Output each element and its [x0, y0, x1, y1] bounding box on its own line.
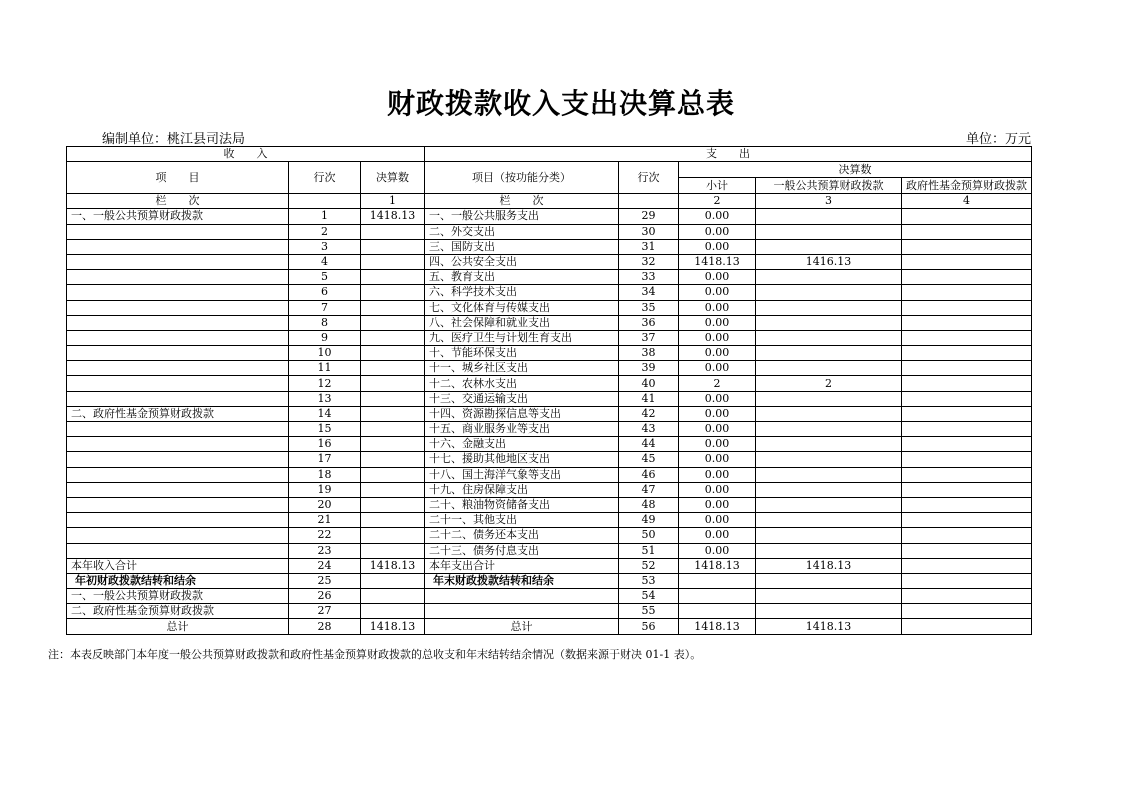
fund: [902, 604, 1032, 619]
table-row: [67, 224, 1032, 239]
page-title: 财政拨款收入支出决算总表: [386, 87, 735, 120]
income-item: 一、一般公共预算财政拨款: [67, 209, 289, 224]
expense-item: [425, 589, 619, 604]
expense-item: 十一、城乡社区支出: [425, 361, 619, 376]
fund: [902, 361, 1032, 376]
income-item: 二、政府性基金预算财政拨款: [67, 406, 289, 421]
income-amount: [361, 513, 425, 528]
general: [756, 346, 902, 361]
fund: [902, 224, 1032, 239]
income-item: [67, 422, 289, 437]
expense-item: 二十一、其他支出: [425, 513, 619, 528]
general: [756, 330, 902, 345]
footnote: 注：本表反映部门本年度一般公共预算财政拨款和政府性基金预算财政拨款的总收支和年末结转结余情况（数据来源于财决 01-1 表）。: [48, 648, 702, 661]
expense-item: 二、外交支出: [425, 224, 619, 239]
general: 2: [756, 376, 902, 391]
general: [756, 239, 902, 254]
general: [756, 315, 902, 330]
fund: [902, 589, 1032, 604]
table-row: [67, 467, 1032, 482]
table-row: [67, 376, 1032, 391]
general: [756, 391, 902, 406]
expense-header: 支 出: [425, 147, 1032, 162]
subtotal: 0.00: [679, 239, 756, 254]
unit-label: 单位：万元: [966, 132, 1032, 147]
income-amount: 1418.13: [361, 209, 425, 224]
subtotal: 0.00: [679, 315, 756, 330]
expense-no: 50: [619, 528, 679, 543]
final-amount2-header: 决算数: [679, 162, 1032, 178]
fund: [902, 300, 1032, 315]
income-item: [67, 330, 289, 345]
final-amount-header: 决算数: [361, 162, 425, 194]
expense-no: 32: [619, 254, 679, 269]
income-no: 11: [289, 361, 361, 376]
expense-item: 十九、住房保障支出: [425, 482, 619, 497]
income-amount: [361, 528, 425, 543]
expense-no: 44: [619, 437, 679, 452]
income-item: 二、政府性基金预算财政拨款: [67, 604, 289, 619]
fund: [902, 513, 1032, 528]
subtotal: 2: [679, 376, 756, 391]
expense-no: 30: [619, 224, 679, 239]
subtotal: 1418.13: [679, 619, 756, 634]
fund: [902, 558, 1032, 573]
income-no: 4: [289, 254, 361, 269]
column-4: 4: [902, 194, 1032, 209]
expense-no: 43: [619, 422, 679, 437]
general: [756, 482, 902, 497]
income-no: 27: [289, 604, 361, 619]
expense-no: 54: [619, 589, 679, 604]
subtotal: 0.00: [679, 209, 756, 224]
table-row: [67, 513, 1032, 528]
table-row: [67, 285, 1032, 300]
fund: [902, 619, 1032, 634]
income-amount: [361, 361, 425, 376]
expense-no: 48: [619, 497, 679, 512]
table-row: [67, 361, 1032, 376]
fund: [902, 346, 1032, 361]
expense-item: 十六、金融支出: [425, 437, 619, 452]
subtotal: [679, 589, 756, 604]
general: [756, 422, 902, 437]
row-no-header: 行次: [289, 162, 361, 194]
table-row: [67, 391, 1032, 406]
income-amount: [361, 437, 425, 452]
income-item: [67, 467, 289, 482]
expense-no: 37: [619, 330, 679, 345]
column-empty: [289, 194, 361, 209]
general: 1416.13: [756, 254, 902, 269]
income-item: [67, 300, 289, 315]
subtotal: 0.00: [679, 513, 756, 528]
column-empty-2: [619, 194, 679, 209]
subtotal: 0.00: [679, 406, 756, 421]
income-no: 10: [289, 346, 361, 361]
column-3: 3: [756, 194, 902, 209]
income-no: 6: [289, 285, 361, 300]
income-item: 总计: [67, 619, 289, 634]
fund: [902, 315, 1032, 330]
general: [756, 209, 902, 224]
general: [756, 528, 902, 543]
expense-item: 总计: [425, 619, 619, 634]
income-item: [67, 391, 289, 406]
fund: [902, 270, 1032, 285]
fund: [902, 467, 1032, 482]
expense-item: 年末财政拨款结转和结余: [425, 573, 619, 588]
income-no: 26: [289, 589, 361, 604]
gov-fund-header: 政府性基金预算财政拨款: [902, 178, 1032, 194]
income-no: 16: [289, 437, 361, 452]
income-no: 23: [289, 543, 361, 558]
income-header: 收 入: [67, 147, 425, 162]
income-amount: [361, 239, 425, 254]
subtotal: 0.00: [679, 437, 756, 452]
income-amount: [361, 224, 425, 239]
subtotal: 0.00: [679, 285, 756, 300]
fund: [902, 452, 1032, 467]
income-item: [67, 513, 289, 528]
table-row: [67, 422, 1032, 437]
fund: [902, 573, 1032, 588]
income-item: [67, 528, 289, 543]
table-row: [67, 300, 1032, 315]
general: [756, 361, 902, 376]
income-no: 20: [289, 497, 361, 512]
expense-item: 十二、农林水支出: [425, 376, 619, 391]
income-item: [67, 254, 289, 269]
expense-item: 九、医疗卫生与计划生育支出: [425, 330, 619, 345]
general: [756, 573, 902, 588]
income-amount: [361, 604, 425, 619]
income-no: 12: [289, 376, 361, 391]
expense-no: 42: [619, 406, 679, 421]
fund: [902, 422, 1032, 437]
income-amount: [361, 422, 425, 437]
income-no: 19: [289, 482, 361, 497]
expense-item: 七、文化体育与传媒支出: [425, 300, 619, 315]
table-row: [67, 209, 1032, 224]
fund: [902, 285, 1032, 300]
subtotal: [679, 604, 756, 619]
income-no: 21: [289, 513, 361, 528]
income-item: [67, 239, 289, 254]
table-row: [67, 452, 1032, 467]
general: [756, 452, 902, 467]
begin-fund-row: [67, 604, 1032, 619]
general: [756, 285, 902, 300]
expense-no: 55: [619, 604, 679, 619]
expense-no: 49: [619, 513, 679, 528]
fund: [902, 376, 1032, 391]
income-no: 1: [289, 209, 361, 224]
org-label: 编制单位：桃江县司法局: [102, 132, 246, 147]
row-no2-header: 行次: [619, 162, 679, 194]
income-item: [67, 346, 289, 361]
column-label-2: 栏 次: [425, 194, 619, 209]
general: [756, 300, 902, 315]
income-item: [67, 270, 289, 285]
table-row: [67, 239, 1032, 254]
income-amount: [361, 452, 425, 467]
column-2: 2: [679, 194, 756, 209]
expense-item: 本年支出合计: [425, 558, 619, 573]
expense-item: 十三、交通运输支出: [425, 391, 619, 406]
income-no: 28: [289, 619, 361, 634]
fund: [902, 391, 1032, 406]
subtotal: 0.00: [679, 482, 756, 497]
fund: [902, 209, 1032, 224]
income-item: [67, 361, 289, 376]
income-amount: [361, 285, 425, 300]
expense-item: 一、一般公共服务支出: [425, 209, 619, 224]
final-accounts-table: [66, 146, 1032, 635]
item-header: 项 目: [67, 162, 289, 194]
expense-item: 十五、商业服务业等支出: [425, 422, 619, 437]
income-amount: [361, 315, 425, 330]
expense-no: 31: [619, 239, 679, 254]
income-amount: [361, 391, 425, 406]
income-no: 14: [289, 406, 361, 421]
fund: [902, 330, 1032, 345]
expense-item: 八、社会保障和就业支出: [425, 315, 619, 330]
subtotal: 0.00: [679, 270, 756, 285]
expense-no: 33: [619, 270, 679, 285]
income-amount: 1418.13: [361, 558, 425, 573]
general: [756, 543, 902, 558]
expense-item: 三、国防支出: [425, 239, 619, 254]
subtotal: 0.00: [679, 467, 756, 482]
subtotal: 0.00: [679, 300, 756, 315]
expense-no: 41: [619, 391, 679, 406]
table-row: [67, 543, 1032, 558]
subtotal: [679, 573, 756, 588]
expense-no: 47: [619, 482, 679, 497]
income-amount: [361, 330, 425, 345]
income-item: [67, 224, 289, 239]
fund: [902, 482, 1032, 497]
expense-no: 34: [619, 285, 679, 300]
table-row: [67, 346, 1032, 361]
general: 1418.13: [756, 619, 902, 634]
column-1: 1: [361, 194, 425, 209]
expense-no: 40: [619, 376, 679, 391]
expense-no: 46: [619, 467, 679, 482]
income-item: [67, 376, 289, 391]
expense-item: [425, 604, 619, 619]
fund: [902, 543, 1032, 558]
fund: [902, 437, 1032, 452]
expense-item: 十四、资源勘探信息等支出: [425, 406, 619, 421]
expense-item: 四、公共安全支出: [425, 254, 619, 269]
income-amount: [361, 406, 425, 421]
general: [756, 406, 902, 421]
expense-item: 六、科学技术支出: [425, 285, 619, 300]
subtotal: 0.00: [679, 346, 756, 361]
income-amount: [361, 573, 425, 588]
expense-no: 45: [619, 452, 679, 467]
fund: [902, 497, 1032, 512]
subtotal: 0.00: [679, 391, 756, 406]
expense-item: 二十二、债务还本支出: [425, 528, 619, 543]
general: [756, 224, 902, 239]
income-no: 5: [289, 270, 361, 285]
expense-no: 52: [619, 558, 679, 573]
income-item: [67, 452, 289, 467]
subtotal: 1418.13: [679, 254, 756, 269]
subtotal: 0.00: [679, 543, 756, 558]
income-no: 13: [289, 391, 361, 406]
income-item: [67, 437, 289, 452]
income-item: 一、一般公共预算财政拨款: [67, 589, 289, 604]
subtotal-header: 小计: [679, 178, 756, 194]
table-row: [67, 406, 1032, 421]
subtotal: 0.00: [679, 224, 756, 239]
general: 1418.13: [756, 558, 902, 573]
item-by-function-header: 项目（按功能分类）: [425, 162, 619, 194]
table-row: [67, 528, 1032, 543]
subtotal: 0.00: [679, 361, 756, 376]
expense-no: 38: [619, 346, 679, 361]
income-item: [67, 482, 289, 497]
expense-no: 29: [619, 209, 679, 224]
income-item: [67, 543, 289, 558]
begin-balance-row: [67, 573, 1032, 588]
expense-item: 五、教育支出: [425, 270, 619, 285]
expense-item: 十八、国土海洋气象等支出: [425, 467, 619, 482]
fund: [902, 406, 1032, 421]
general: [756, 497, 902, 512]
income-no: 7: [289, 300, 361, 315]
general: [756, 589, 902, 604]
income-amount: [361, 300, 425, 315]
table-row: [67, 315, 1032, 330]
general: [756, 513, 902, 528]
income-no: 22: [289, 528, 361, 543]
income-amount: [361, 482, 425, 497]
income-item: 本年收入合计: [67, 558, 289, 573]
subtotal: 0.00: [679, 422, 756, 437]
begin-general-row: [67, 589, 1032, 604]
general: [756, 270, 902, 285]
expense-no: 53: [619, 573, 679, 588]
income-no: 15: [289, 422, 361, 437]
income-amount: [361, 254, 425, 269]
income-amount: [361, 467, 425, 482]
expense-item: 十七、援助其他地区支出: [425, 452, 619, 467]
fund: [902, 528, 1032, 543]
expense-item: 二十、粮油物资储备支出: [425, 497, 619, 512]
income-no: 17: [289, 452, 361, 467]
table-row: [67, 270, 1032, 285]
subtotal: 0.00: [679, 330, 756, 345]
income-no: 24: [289, 558, 361, 573]
subtotal: 0.00: [679, 528, 756, 543]
income-amount: [361, 270, 425, 285]
expense-item: 十、节能环保支出: [425, 346, 619, 361]
income-item: [67, 285, 289, 300]
income-no: 25: [289, 573, 361, 588]
subtotal: 0.00: [679, 497, 756, 512]
general: [756, 437, 902, 452]
grand-total-row: [67, 619, 1032, 634]
income-no: 3: [289, 239, 361, 254]
general: [756, 467, 902, 482]
expense-no: 35: [619, 300, 679, 315]
income-amount: [361, 589, 425, 604]
table-row: [67, 254, 1032, 269]
fund: [902, 254, 1032, 269]
income-item: [67, 315, 289, 330]
expense-no: 51: [619, 543, 679, 558]
fund: [902, 239, 1032, 254]
general-budget-header: 一般公共预算财政拨款: [756, 178, 902, 194]
subtotal: 1418.13: [679, 558, 756, 573]
year-total-row: [67, 558, 1032, 573]
table-row: [67, 437, 1032, 452]
expense-no: 36: [619, 315, 679, 330]
table-row: [67, 497, 1032, 512]
income-item: 年初财政拨款结转和结余: [67, 573, 289, 588]
income-no: 9: [289, 330, 361, 345]
general: [756, 604, 902, 619]
income-no: 2: [289, 224, 361, 239]
table-row: [67, 482, 1032, 497]
income-no: 8: [289, 315, 361, 330]
income-amount: [361, 543, 425, 558]
expense-no: 56: [619, 619, 679, 634]
income-amount: 1418.13: [361, 619, 425, 634]
income-amount: [361, 497, 425, 512]
column-label: 栏 次: [67, 194, 289, 209]
income-amount: [361, 376, 425, 391]
expense-no: 39: [619, 361, 679, 376]
income-item: [67, 497, 289, 512]
table-row: [67, 330, 1032, 345]
income-amount: [361, 346, 425, 361]
expense-item: 二十三、债务付息支出: [425, 543, 619, 558]
subtotal: 0.00: [679, 452, 756, 467]
income-no: 18: [289, 467, 361, 482]
